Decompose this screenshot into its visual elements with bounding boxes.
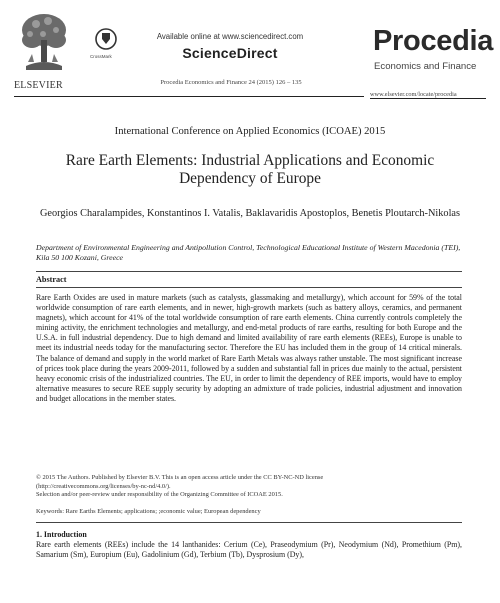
paper-title: Rare Earth Elements: Industrial Applications and Economic Dependency of Europe [65,152,435,187]
crossmark-label: CrossMark [90,54,112,59]
keywords: Keywords: Rare Earths Elements; applications; ;economic value; European dependency [36,508,261,515]
copyright-notice [36,474,462,500]
author-list: Georgios Charalampides, Konstantinos I. Vatalis, Baklavaridis Apostoplos, Benetis Ploutarch-Nikolas [39,208,461,219]
peer-review-line: Selection and/or peer-review under responsibility of the Organizing Committee of ICOAE 2015. [36,491,283,499]
copyright-line: © 2015 The Authors. Published by Elsevier B.V. This is an open access article under the CC BY-NC-ND license [36,474,324,481]
abstract-divider-bottom [36,287,462,288]
publisher-name: ELSEVIER [14,80,63,91]
sciencedirect-logo: ScienceDirect [182,45,278,61]
abstract-text: Rare Earth Oxides are used in mature markets (such as catalysts, glassmaking and metallurgy), which account for 59% of the total worldwide consumption of rare earth elements, and in newer, high-growth markets (such as battery alloys, ceramics, and permanent magnets), which account for 41% of the total worldwide consumption of rare earth elements. China currently controls completely the mining activity, the enrichment technologies and metallurgy, and end-metal products of rare earths, resulting for both Europe and the U.S.A. in full industrial dependency. Due to high demand and limited availability of rare earth elements (REEs), Europe is unable to meet its industrial needs today for the manufacturing sector. Therefore the EU has included them in the group of 14 critical minerals. The balance of demand and supply in the world market of Rare Earth Metals was always rather unstable. The most significant increase of prices took place during the years 2009-2011, followed by a sudden and substantial fall in prices due mainly to the actual, persistent heavy economic crisis of the industrialized countries. The EU, in order to limit the dependency of REE imports, would have to employ alternative measures to secure REE supply security by adopting an admixture of trade policies, industrial adjustment and innovation and budget allocations in the member states. [36,293,462,403]
journal-url-link[interactable]: www.elsevier.com/locate/procedia [370,91,457,98]
journal-subtitle: Economics and Finance [374,61,477,72]
header-divider-right [370,98,486,99]
available-online-text: Available online at www.sciencedirect.com [156,32,304,41]
journal-citation: Procedia Economics and Finance 24 (2015) 126 – 135 [160,79,302,86]
license-link[interactable]: (http://creativecommons.org/licenses/by-nc-nd/4.0/). [36,482,171,490]
conference-name: International Conference on Applied Economics (ICOAE) 2015 [114,126,386,137]
procedia-logo: Procedia [373,25,494,57]
header-divider-left [14,96,364,97]
keywords-divider [36,522,462,523]
abstract-heading: Abstract [36,275,67,284]
crossmark-icon[interactable] [95,28,117,50]
elsevier-tree-logo [18,10,70,72]
introduction-heading: 1. Introduction [36,530,87,539]
abstract-divider-top [36,271,462,272]
affiliation: Department of Environmental Engineering and Antipollution Control, Technological Educational Institute of Western Macedonia (TEI), Kila 50 100 Kozani, Greece [36,243,461,262]
introduction-text: Rare earth elements (REEs) include the 14 lanthanides: Cerium (Ce), Praseodymium (Pr), Neodymium (Nd), Promethium (Pm), Samarium (Sm), Europium (Eu), Gadolinium (Gd), Terbium (Tb), Dysprosium (Dy), [36,540,462,560]
